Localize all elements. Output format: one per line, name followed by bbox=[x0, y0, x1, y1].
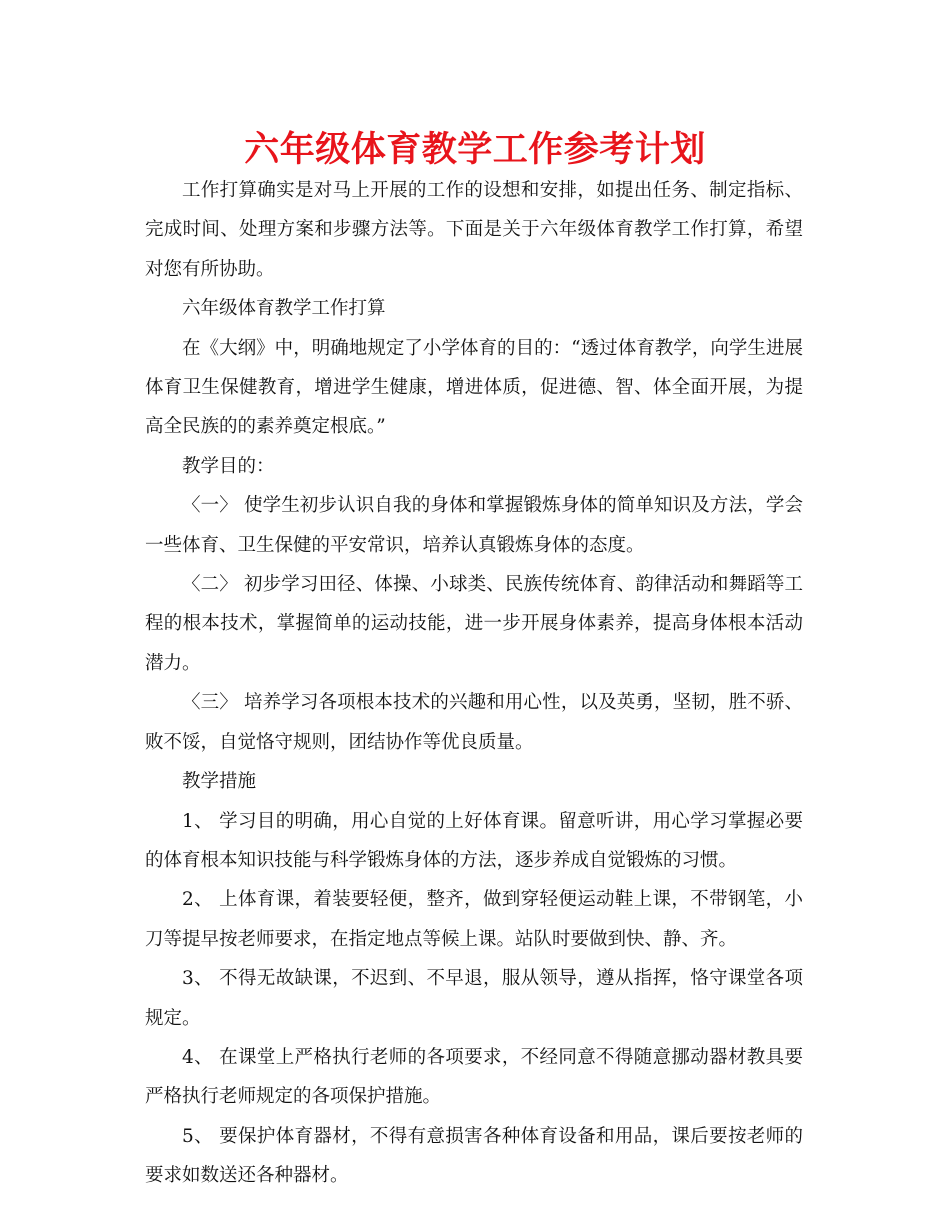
section-heading-goals: 教学目的： bbox=[182, 455, 275, 477]
measure-item-4: 4、 在课堂上严格执行老师的各项要求，不经同意不得随意挪动器材教具要严格执行老师规定的各项保护措施。 bbox=[145, 1046, 803, 1108]
goal-item-2: 〈二〉 初步学习田径、体操、小球类、民族传统体育、韵律活动和舞蹈等工程的根本技术，掌握简单的运动技能，进一步开展身体素养，提高身体根本活动潜力。 bbox=[145, 574, 803, 674]
measure-item-5: 5、 要保护体育器材，不得有意损害各种体育设备和用品，课后要按老师的要求如数送还各种器材。 bbox=[145, 1125, 803, 1187]
section-heading-plan: 六年级体育教学工作打算 bbox=[182, 298, 386, 320]
document-title: 六年级体育教学工作参考计划 bbox=[244, 129, 706, 170]
goal-item-3: 〈三〉 培养学习各项根本技术的兴趣和用心性，以及英勇，坚韧，胜不骄、败不馁，自觉恪守规则，团结协作等优良质量。 bbox=[145, 692, 803, 753]
section-heading-measures: 教学措施 bbox=[182, 771, 257, 793]
measure-item-2: 2、 上体育课，着装要轻便，整齐，做到穿轻便运动鞋上课，不带钢笔，小刀等提早按老师要求，在指定地点等候上课。站队时要做到快、静、齐。 bbox=[145, 889, 803, 950]
goal-item-1: 〈一〉 使学生初步认识自我的身体和掌握锻炼身体的简单知识及方法，学会一些体育、卫生保健的平安常识，培养认真锻炼身体的态度。 bbox=[145, 495, 803, 556]
intro-paragraph: 工作打算确实是对马上开展的工作的设想和安排，如提出任务、制定指标、完成时间、处理方案和步骤方法等。下面是关于六年级体育教学工作打算，希望对您有所协助。 bbox=[145, 180, 803, 280]
measure-item-1: 1、 学习目的明确，用心自觉的上好体育课。留意听讲，用心学习掌握必要的体育根本知识技能与科学锻炼身体的方法，逐步养成自觉锻炼的习惯。 bbox=[145, 810, 803, 871]
document-body bbox=[145, 171, 803, 1196]
measure-item-3: 3、 不得无故缺课，不迟到、不早退，服从领导，遵从指挥，恪守课堂各项规定。 bbox=[145, 968, 803, 1029]
syllabus-paragraph: 在《大纲》中，明确地规定了小学体育的目的：“透过体育教学，向学生进展体育卫生保健教育，增进学生健康，增进体质，促进德、智、体全面开展，为提高全民族的的素养奠定根底。” bbox=[145, 337, 803, 438]
